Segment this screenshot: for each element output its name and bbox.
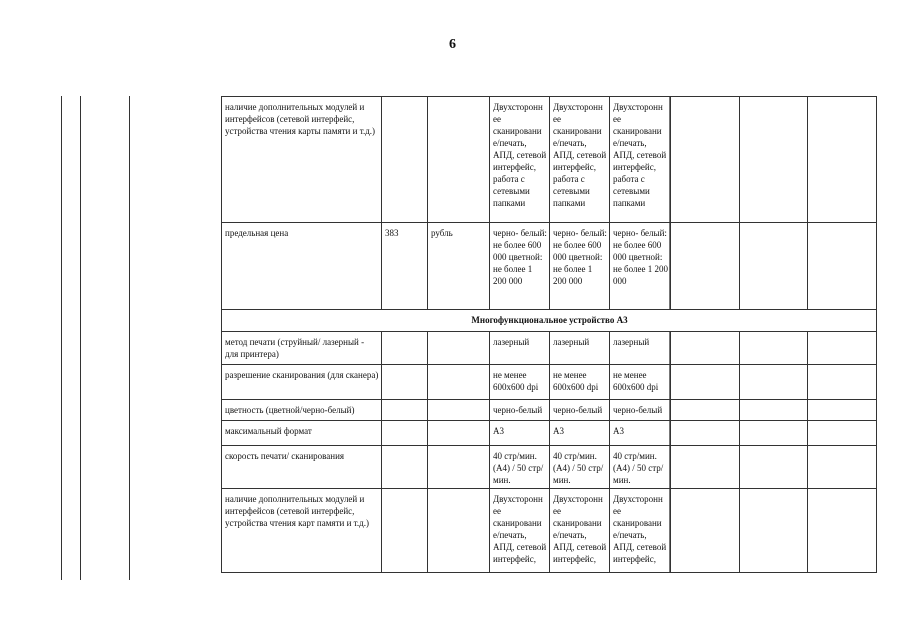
okei-code-cell <box>382 365 428 400</box>
table-row <box>222 489 877 573</box>
left-column-border <box>61 96 62 580</box>
empty-cell <box>740 332 808 365</box>
table-row <box>222 223 877 310</box>
okei-code-cell <box>382 421 428 446</box>
okei-code-cell <box>382 400 428 421</box>
empty-cell <box>671 446 740 489</box>
empty-cell <box>808 223 877 310</box>
unit-cell <box>428 489 490 573</box>
okei-code-cell <box>382 489 428 573</box>
empty-cell <box>740 421 808 446</box>
value-cell: не менее 600x600 dpi <box>550 365 610 400</box>
section-title: Многофункциональное устройство А3 <box>222 310 877 332</box>
okei-code-cell <box>382 446 428 489</box>
empty-cell <box>808 97 877 223</box>
empty-cell <box>671 421 740 446</box>
empty-cell <box>808 446 877 489</box>
characteristic-cell: наличие дополнительных модулей и интерфейсов (сетевой интерфейс, устройства чтения карт памяти и т.д.) <box>222 489 382 573</box>
value-cell: А3 <box>550 421 610 446</box>
table-row <box>222 400 877 421</box>
unit-cell <box>428 421 490 446</box>
section-row <box>222 310 877 332</box>
value-cell: черно- белый: не более 600 000 цветной: не более 1 200 000 <box>490 223 550 310</box>
okei-code-cell <box>382 97 428 223</box>
value-cell: черно- белый: не более 600 000 цветной: не более 1 200 000 <box>550 223 610 310</box>
value-cell: 40 стр/мин. (А4) / 50 стр/мин. <box>610 446 671 489</box>
empty-cell <box>808 365 877 400</box>
value-cell: А3 <box>610 421 671 446</box>
value-cell: черно-белый <box>550 400 610 421</box>
characteristic-cell: скорость печати/ сканирования <box>222 446 382 489</box>
value-cell: Двухсторонн ее сканировани е/печать, АПД, сетевой интерфейс, <box>550 489 610 573</box>
value-cell: не менее 600x600 dpi <box>490 365 550 400</box>
empty-cell <box>671 97 740 223</box>
value-cell: Двухсторонн ее сканировани е/печать, АПД, сетевой интерфейс, работа с сетевыми папками <box>490 97 550 223</box>
characteristic-cell: разрешение сканирования (для сканера) <box>222 365 382 400</box>
characteristic-cell: метод печати (струйный/ лазерный - для принтера) <box>222 332 382 365</box>
characteristic-cell: наличие дополнительных модулей и интерфейсов (сетевой интерфейс, устройства чтения карты памяти и т.д.) <box>222 97 382 223</box>
okei-code-cell: 383 <box>382 223 428 310</box>
unit-cell <box>428 365 490 400</box>
left-column-border <box>80 96 81 580</box>
value-cell: Двухсторонн ее сканировани е/печать, АПД, сетевой интерфейс, <box>610 489 671 573</box>
empty-cell <box>808 400 877 421</box>
empty-cell <box>740 97 808 223</box>
empty-cell <box>740 400 808 421</box>
table-row <box>222 365 877 400</box>
value-cell: 40 стр/мин. (А4) / 50 стр/мин. <box>550 446 610 489</box>
unit-cell <box>428 446 490 489</box>
empty-cell <box>671 400 740 421</box>
empty-cell <box>808 489 877 573</box>
spec-table <box>221 96 877 573</box>
characteristic-cell: цветность (цветной/черно-белый) <box>222 400 382 421</box>
empty-cell <box>740 489 808 573</box>
characteristic-cell: предельная цена <box>222 223 382 310</box>
value-cell: Двухсторонн ее сканировани е/печать, АПД, сетевой интерфейс, работа с сетевыми папками <box>610 97 671 223</box>
unit-cell: рубль <box>428 223 490 310</box>
value-cell: А3 <box>490 421 550 446</box>
empty-cell <box>740 365 808 400</box>
okei-code-cell <box>382 332 428 365</box>
unit-cell <box>428 400 490 421</box>
empty-cell <box>740 446 808 489</box>
empty-cell <box>671 223 740 310</box>
page-number: 6 <box>449 37 456 52</box>
table-row <box>222 446 877 489</box>
table-row <box>222 332 877 365</box>
value-cell: Двухсторонн ее сканировани е/печать, АПД, сетевой интерфейс, работа с сетевыми папками <box>550 97 610 223</box>
unit-cell <box>428 97 490 223</box>
left-column-border <box>129 96 130 580</box>
empty-cell <box>671 332 740 365</box>
table-row <box>222 421 877 446</box>
value-cell: черно-белый <box>610 400 671 421</box>
value-cell: не менее 600x600 dpi <box>610 365 671 400</box>
value-cell: лазерный <box>610 332 671 365</box>
empty-cell <box>671 365 740 400</box>
empty-cell <box>740 223 808 310</box>
value-cell: черно-белый <box>490 400 550 421</box>
value-cell: Двухсторонн ее сканировани е/печать, АПД, сетевой интерфейс, <box>490 489 550 573</box>
characteristic-cell: максимальный формат <box>222 421 382 446</box>
unit-cell <box>428 332 490 365</box>
table-row <box>222 97 877 223</box>
value-cell: лазерный <box>550 332 610 365</box>
value-cell: 40 стр/мин. (А4) / 50 стр/мин. <box>490 446 550 489</box>
value-cell: лазерный <box>490 332 550 365</box>
empty-cell <box>808 421 877 446</box>
empty-cell <box>808 332 877 365</box>
value-cell: черно- белый: не более 600 000 цветной: не более 1 200 000 <box>610 223 671 310</box>
empty-cell <box>671 489 740 573</box>
